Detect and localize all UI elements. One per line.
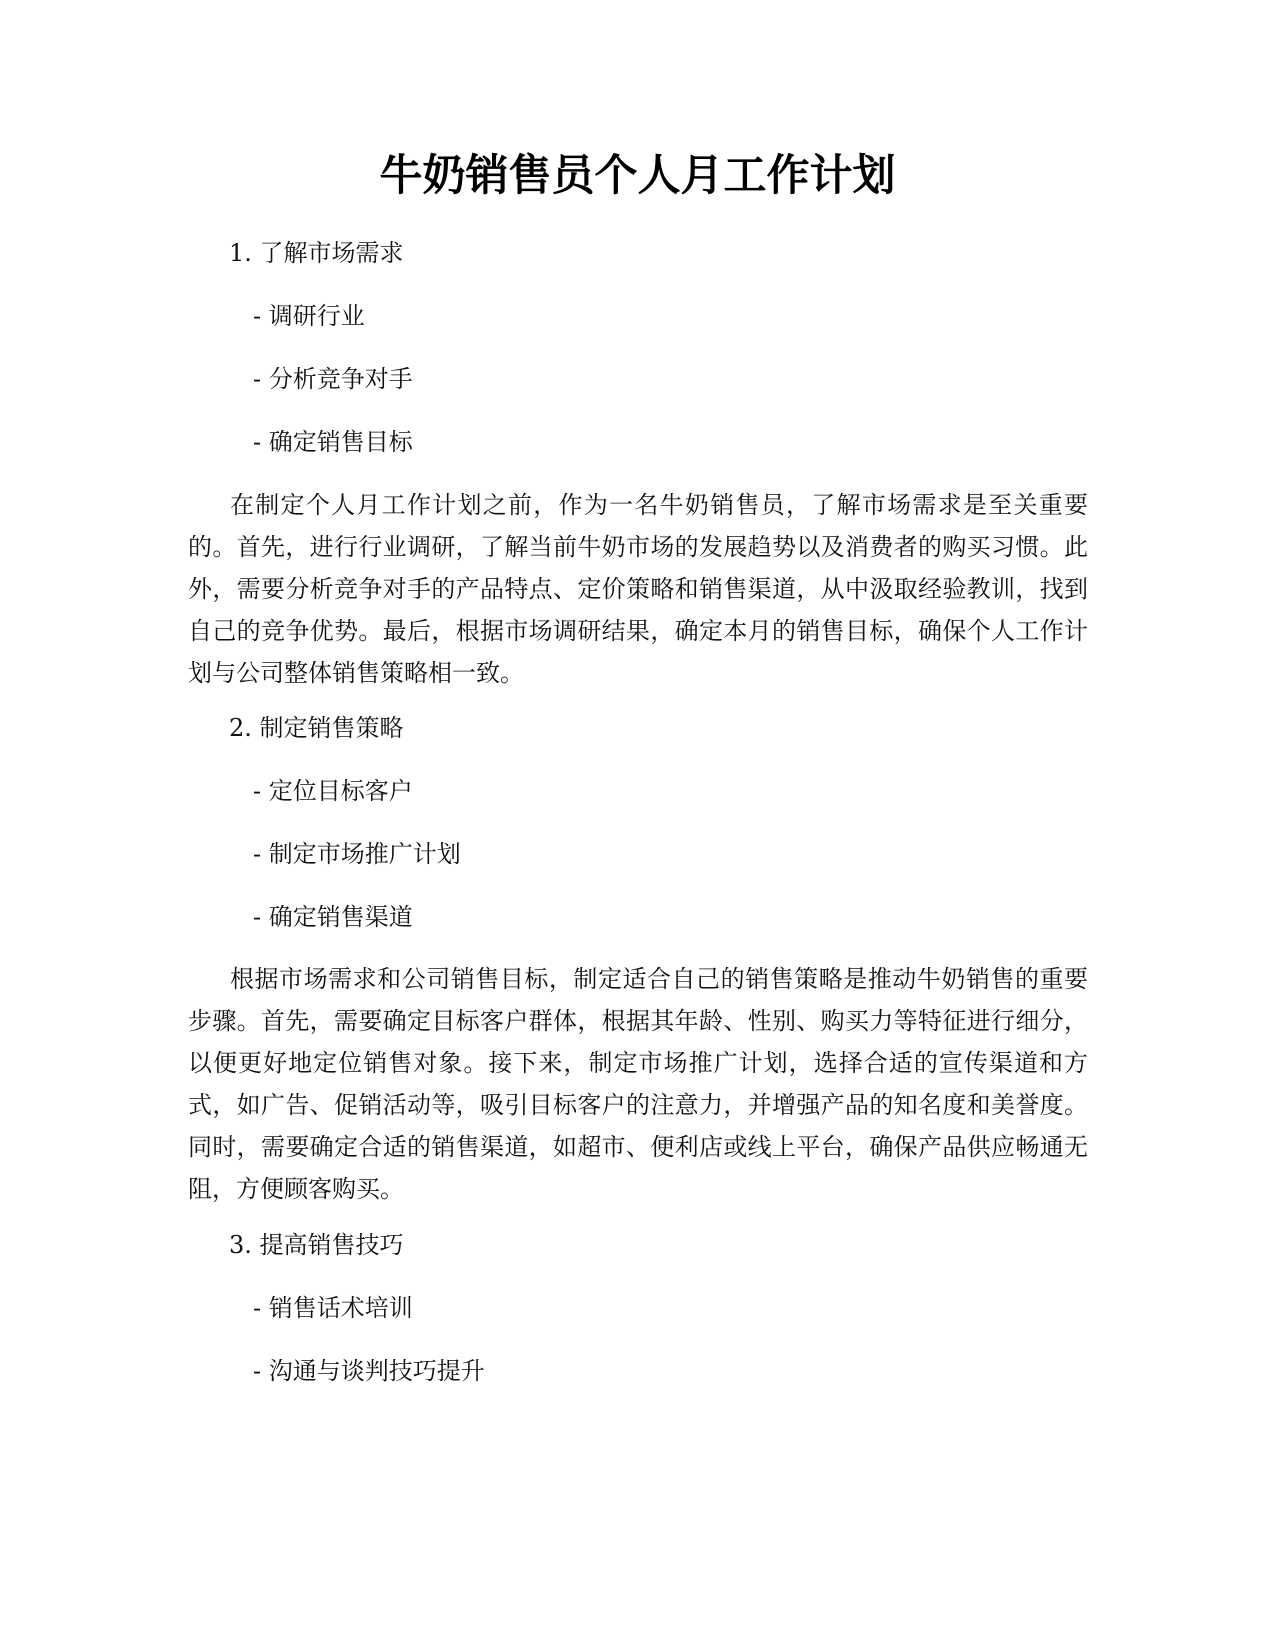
- document-title: 牛奶销售员个人月工作计划: [379, 151, 896, 201]
- bullet-item: - 调研行业: [253, 302, 365, 330]
- bullet-item: - 确定销售渠道: [253, 903, 413, 931]
- bullet-item: - 销售话术培训: [253, 1294, 413, 1322]
- section-heading: 1. 了解市场需求: [229, 239, 404, 267]
- section-heading: 2. 制定销售策略: [229, 714, 404, 742]
- bullet-item: - 确定销售目标: [253, 428, 413, 456]
- bullet-item: - 沟通与谈判技巧提升: [253, 1357, 485, 1385]
- bullet-item: - 制定市场推广计划: [253, 840, 461, 868]
- bullet-item: - 定位目标客户: [253, 777, 413, 805]
- body-paragraph: 根据市场需求和公司销售目标，制定适合自己的销售策略是推动牛奶销售的重要步骤。首先，需要确定目标客户群体，根据其年龄、性别、购买力等特征进行细分，以便更好地定位销售对象。接下来，制定市场推广计划，选择合适的宣传渠道和方式，如广告、促销活动等，吸引目标客户的注意力，并增强产品的知名度和美誉度。同时，需要确定合适的销售渠道，如超市、便利店或线上平台，确保产品供应畅通无阻，方便顾客购买。: [188, 965, 1088, 1203]
- body-paragraph: 在制定个人月工作计划之前，作为一名牛奶销售员，了解市场需求是至关重要的。首先，进行行业调研，了解当前牛奶市场的发展趋势以及消费者的购买习惯。此外，需要分析竞争对手的产品特点、定价策略和销售渠道，从中汲取经验教训，找到自己的竞争优势。最后，根据市场调研结果，确定本月的销售目标，确保个人工作计划与公司整体销售策略相一致。: [188, 491, 1088, 687]
- section-heading: 3. 提高销售技巧: [229, 1231, 404, 1259]
- bullet-item: - 分析竞争对手: [253, 365, 413, 393]
